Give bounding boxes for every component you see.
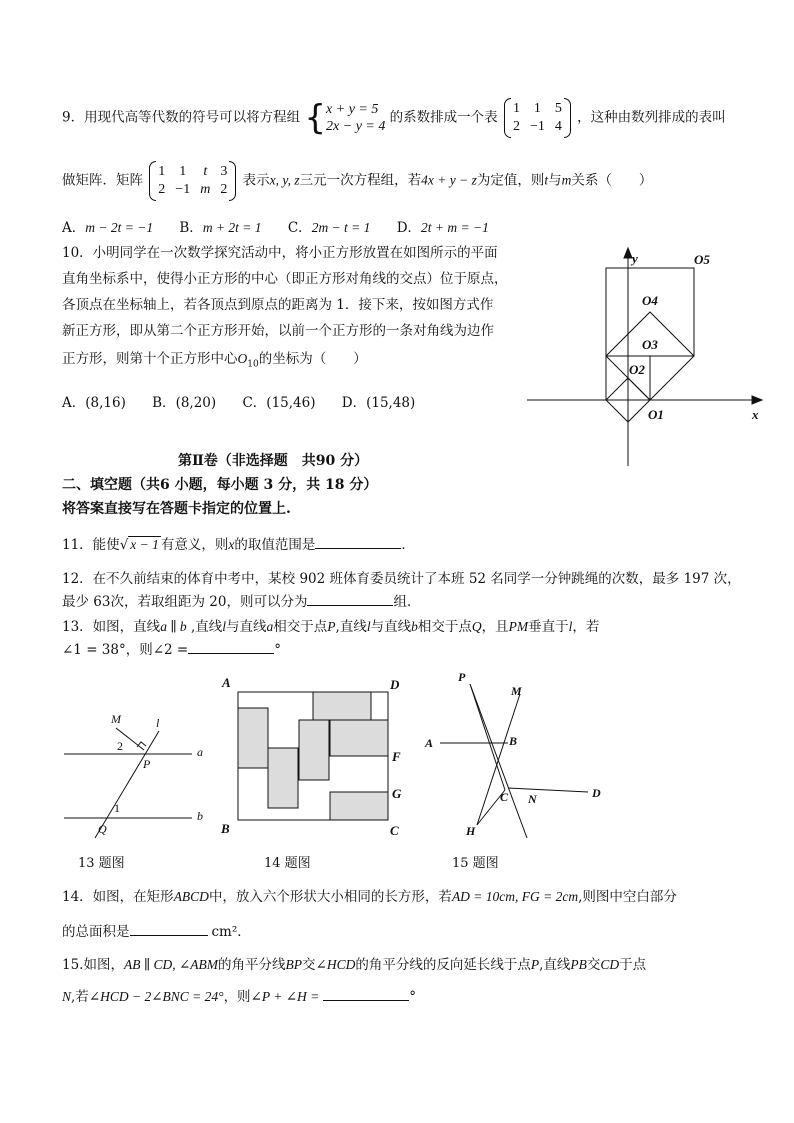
matrix: 1 1 t 3 2 −1 m 2 [153,163,232,199]
part2-title: 第Ⅱ卷（非选择题 共90 分） [178,453,369,469]
option-c-label[interactable]: C． [287,220,312,236]
q9-text: 的系数排成一个表 [389,109,498,126]
radicand: x − 1 [130,537,159,552]
right-angle-mark [137,742,146,747]
q9-options [62,216,489,236]
option-b-label[interactable]: B． [179,220,203,236]
small-rect [330,792,388,820]
figure-13 [60,700,220,850]
figure-15-caption: 15 题图 [452,856,499,871]
equation-1: x + y = 5 [326,102,379,117]
figure-14-caption: 14 题图 [264,856,311,871]
q9-line2: 做矩阵．矩阵 1 1 t 3 2 −1 m 2 表示x, y, z三元一次方程组，若4x + y − z为定值，则t与m关系（ ） [62,163,652,199]
label-f: F [392,749,401,764]
answer-blank[interactable] [130,921,208,936]
label-p: P [458,670,466,684]
o5-label: O5 [694,252,710,267]
option-a-label[interactable]: A． [62,395,86,411]
q13-line1: 13．如图，直线a ∥ b ,直线l与直线a相交于点P,直线l与直线b相交于点Q，且PM垂直于l，若 [62,619,600,635]
q9-line1 [62,100,726,136]
line-pc [470,684,505,790]
option-a[interactable]: m − 2t = −1 [85,220,154,235]
equation-2: 2x − y = 4 [326,119,386,134]
option-c[interactable]: (15,46) [266,395,316,411]
q10-line: 直角坐标系中，使得小正方形的中心（即正方形对角线的交点）位于原点， [62,271,508,287]
option-a-label[interactable]: A． [62,220,86,236]
q14-line1: 14．如图，在矩形ABCD中，放入六个形状大小相同的长方形，若AD = 10cm, FG = 2cm,则图中空白部分 [62,889,677,905]
label-c: C [390,823,399,838]
equation-system [326,101,385,135]
label-g: G [392,786,402,801]
coefficient-matrix: 1 1 5 2 −1 4 [508,100,567,136]
angle-1-label: 1 [114,801,120,815]
label-a: a [197,745,203,759]
q11: 11．能使√ x − 1 有意义，则x的取值范围是 ． [62,533,415,553]
y-label: y [632,251,638,266]
x-axis-arrow [752,396,762,404]
option-d[interactable]: 2t + m = −1 [421,220,489,235]
figure-13-caption: 13 题图 [78,856,125,871]
o1-label: O1 [648,407,664,422]
answer-blank[interactable] [323,986,409,1001]
option-d-label[interactable]: D． [341,395,367,411]
answer-blank[interactable] [315,534,401,549]
option-d[interactable]: (15,48) [366,395,416,411]
q10-line: 正方形，则第十个正方形中心$O_{10}$的坐标为（ ） [62,351,367,370]
q12-line2: 最少 63次，若取组距为 20，则可以分为 组． [62,590,420,610]
option-c[interactable]: 2m − t = 1 [311,220,371,235]
label-b: B [221,821,230,836]
y-axis-arrow [624,248,632,258]
label-l: l [156,716,160,730]
q9-text: ，这种由数列排成的表叫 [577,109,726,126]
label-n: N [528,792,537,806]
angle-2-label: 2 [117,739,123,753]
small-rect [313,692,371,720]
small-rect [268,748,298,808]
label-b: b [197,809,203,823]
answer-blank[interactable] [307,591,393,606]
q10-line: 各顶点在坐标轴上，若各顶点到原点的距离为 1．接下来，按如图方式作 [62,297,494,313]
label-m: M [511,684,522,698]
q10-line: 10．小明同学在一次数学探究活动中，将小正方形放置在如图所示的平面 [62,245,498,261]
q12-line1: 12．在不久前结束的体育中考中，某校 902 班体育委员统计了本班 52 名同学一分钟跳绳的次数，最多 197 次， [62,571,741,587]
option-b[interactable]: m + 2t = 1 [202,220,262,235]
option-a[interactable]: (8,16) [85,395,126,411]
option-c-label[interactable]: C． [242,395,267,411]
q14-line2: 的总面积是 cm²． [62,920,251,940]
label-a: A [425,736,434,750]
label-h: H [466,824,476,838]
option-b[interactable]: (8,20) [175,395,217,411]
small-rectangles [238,692,388,820]
q10-line: 新正方形，即从第二个正方形开始，以前一个正方形的一条对角线为边作 [62,323,494,339]
o3-label: O3 [642,337,658,352]
label-a: A [222,675,231,690]
option-d-label[interactable]: D． [396,220,422,236]
line-bm [477,694,520,825]
option-b-label[interactable]: B． [152,395,176,411]
o4-label: O4 [642,293,658,308]
small-rect [238,708,268,768]
label-p: P [143,757,151,771]
answer-blank[interactable] [188,639,274,654]
o2-label: O2 [629,362,645,377]
system-brace: { [304,98,327,138]
q9-text: 9．用现代高等代数的符号可以将方程组 [62,109,301,126]
line-cd [508,788,588,792]
figure-14 [218,672,408,842]
label-c: C [500,790,509,804]
q15-line1: 15.如图，AB ∥ CD, ∠ABM的角平分线BP交∠HCD的角平分线的反向延长线于点P,直线PB交CD于点 [62,957,647,973]
x-label: x [752,407,759,422]
small-rect [299,720,329,780]
section-instruction: 将答案直接写在答题卡指定的位置上. [62,501,291,517]
figure-15 [420,665,620,845]
small-rect [330,720,388,756]
q10-options [62,391,415,411]
label-m: M [111,712,121,726]
label-q: Q [98,822,107,836]
label-d: D [592,786,601,800]
label-d: D [390,677,400,692]
label-b: B [509,734,518,748]
q13-line2: ∠1 = 38°，则∠2 = ° [62,638,281,658]
q10-coordinate-figure [520,242,780,474]
section-title: 二、填空题（共6 小题，每小题 3 分，共 18 分） [62,477,378,493]
q15-line2: N,若∠HCD − 2∠BNC = 24°，则∠P + ∠H = ° [62,985,416,1005]
